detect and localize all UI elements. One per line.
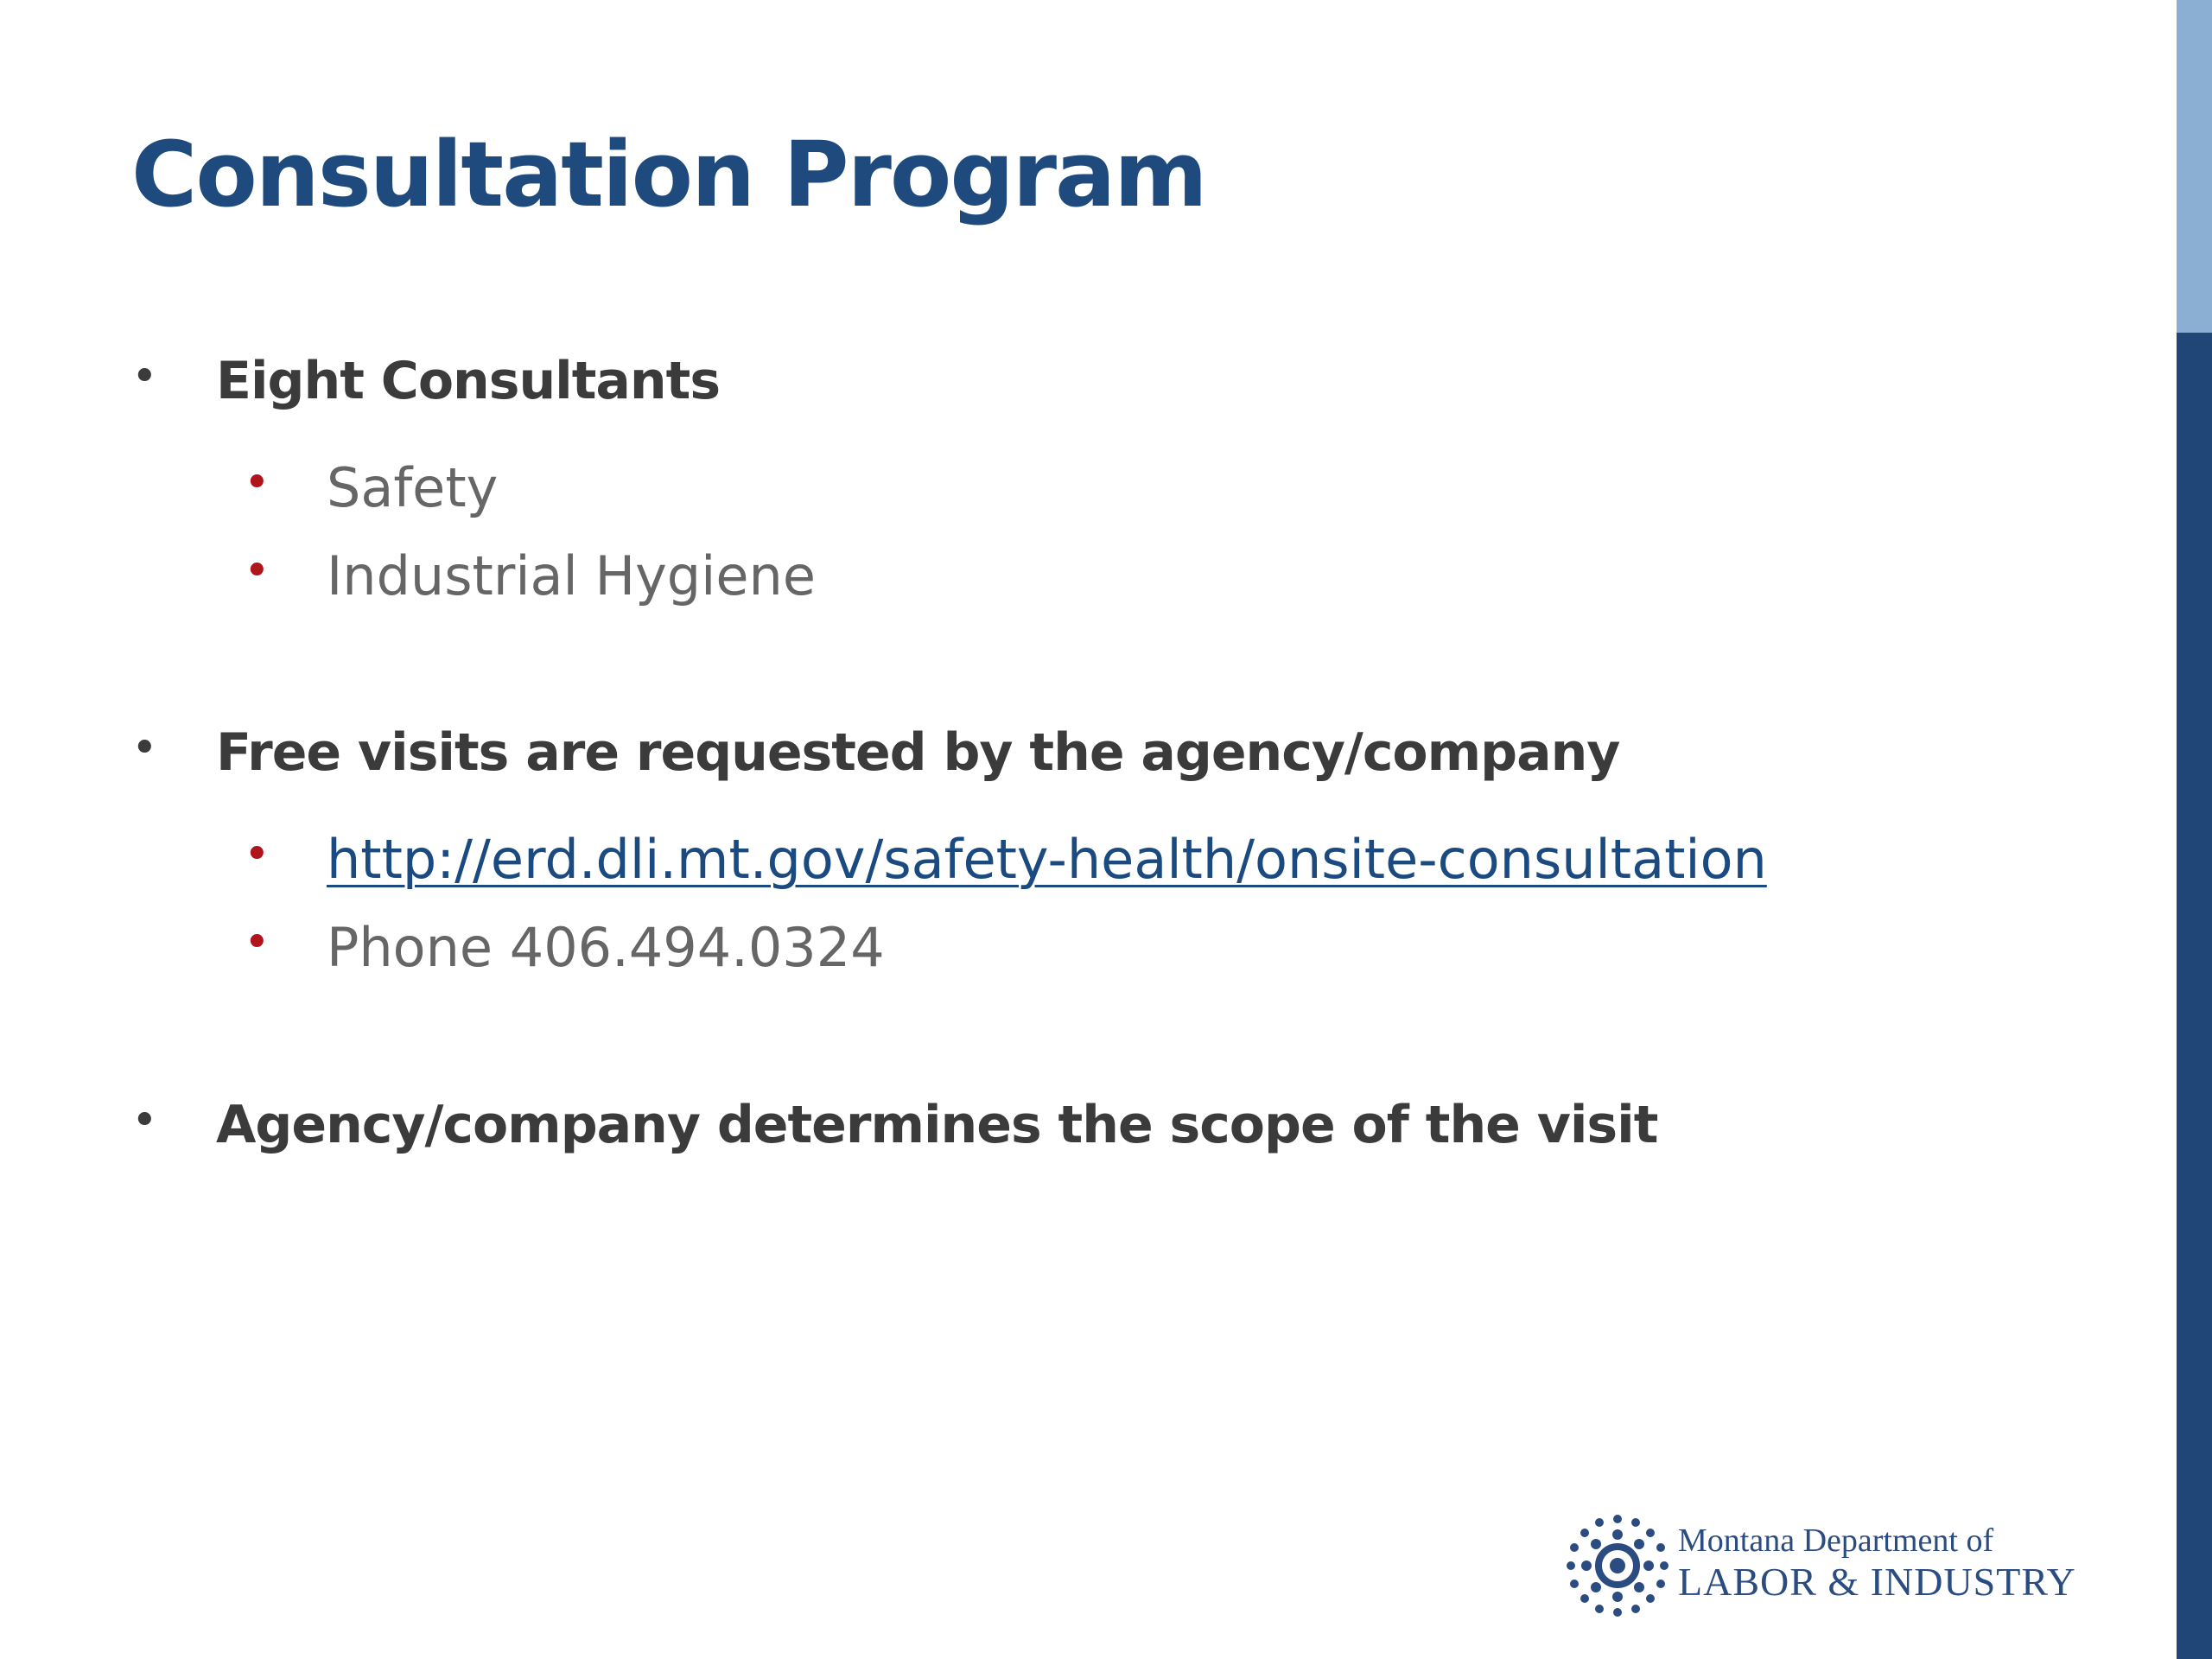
bullet-icon: •	[131, 722, 157, 774]
logo-text-line2: LABOR & INDUSTRY	[1678, 1560, 2076, 1604]
consultation-link[interactable]: http://erd.dli.mt.gov/safety-health/onsite-consultation	[327, 828, 1767, 891]
sub-bullet-text: Safety	[327, 456, 499, 519]
logo-text-line1: Montana Department of	[1678, 1522, 1994, 1559]
phone-number: Phone 406.494.0324	[327, 916, 885, 979]
sub-bullet-icon: •	[244, 917, 270, 969]
sub-bullet-icon: •	[244, 457, 270, 509]
accent-bar-bottom	[2177, 333, 2212, 1659]
slide-title: Consultation Program	[131, 122, 1206, 227]
bullet-icon: •	[131, 1095, 157, 1147]
bullet-text: Agency/company determines the scope of the visit	[216, 1095, 1658, 1155]
gear-seal-icon	[1566, 1514, 1669, 1618]
sub-bullet-text: Industrial Hygiene	[327, 544, 816, 607]
department-logo	[1566, 1514, 2094, 1618]
accent-bar-top	[2177, 0, 2212, 333]
bullet-icon: •	[131, 351, 157, 403]
sub-bullet-icon: •	[244, 545, 270, 597]
sub-bullet-icon: •	[244, 829, 270, 880]
bullet-text: Eight Consultants	[216, 351, 721, 411]
bullet-text: Free visits are requested by the agency/company	[216, 722, 1620, 783]
